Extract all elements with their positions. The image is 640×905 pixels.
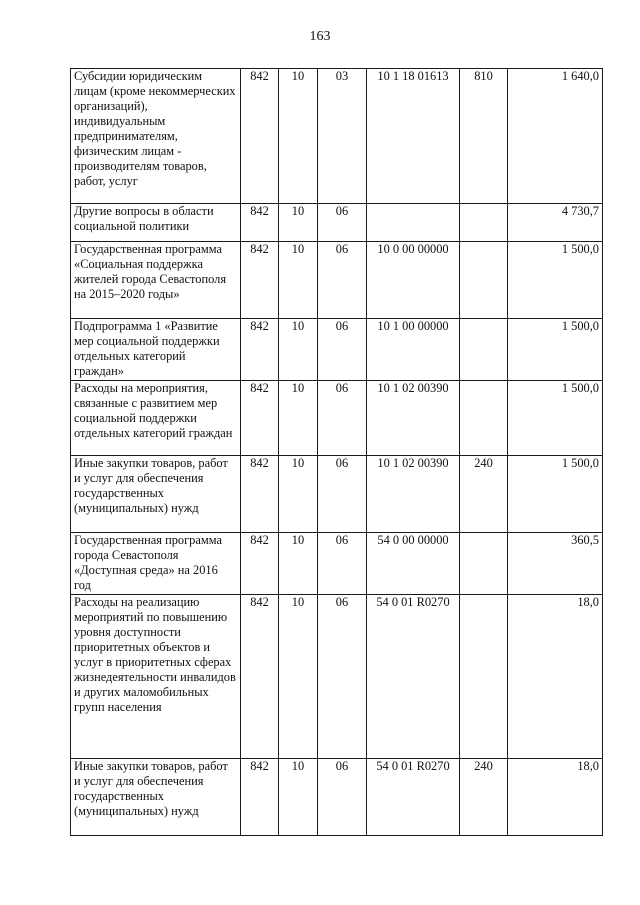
amount-cell: 1 500,0 [508,381,603,456]
expense-name-cell: Иные закупки товаров, работ и услуг для обеспечения государственных (муниципальных) нужд [71,759,241,836]
table-row [71,319,603,381]
section-code-cell: 10 [279,456,318,533]
table-row [71,595,603,759]
ministry-code-cell: 842 [241,595,279,759]
ministry-code-cell: 842 [241,533,279,595]
subsection-code-cell: 06 [318,595,367,759]
expense-name-cell: Государственная программа города Севастополя «Доступная среда» на 2016 год [71,533,241,595]
table-row [71,242,603,319]
section-code-cell: 10 [279,242,318,319]
section-code-cell: 10 [279,69,318,204]
subsection-code-cell: 06 [318,759,367,836]
target-article-cell: 10 1 18 01613 [367,69,460,204]
target-article-cell: 10 1 00 00000 [367,319,460,381]
subsection-code-cell: 06 [318,204,367,242]
expense-type-cell [460,533,508,595]
amount-cell: 360,5 [508,533,603,595]
expense-type-cell [460,381,508,456]
amount-cell: 1 500,0 [508,456,603,533]
section-code-cell: 10 [279,204,318,242]
target-article-cell: 10 1 02 00390 [367,381,460,456]
ministry-code-cell: 842 [241,381,279,456]
amount-cell: 18,0 [508,759,603,836]
expense-type-cell [460,204,508,242]
expense-type-cell [460,242,508,319]
expense-name-cell: Государственная программа «Социальная поддержка жителей города Севастополя на 2015–2020 годы» [71,242,241,319]
expense-name-cell: Расходы на реализацию мероприятий по повышению уровня доступности приоритетных объектов и услуг в приоритетных сферах жизнедеятельности инвалидов и других маломобильных групп населения [71,595,241,759]
expense-type-cell [460,595,508,759]
table-row [71,204,603,242]
amount-cell: 18,0 [508,595,603,759]
page-number: 163 [309,29,331,44]
section-code-cell: 10 [279,381,318,456]
amount-cell: 1 640,0 [508,69,603,204]
subsection-code-cell: 06 [318,456,367,533]
table-row [71,759,603,836]
expense-name-cell: Другие вопросы в области социальной политики [71,204,241,242]
expense-name-cell: Расходы на мероприятия, связанные с развитием мер социальной поддержки отдельных категорий граждан [71,381,241,456]
target-article-cell: 54 0 01 R0270 [367,595,460,759]
subsection-code-cell: 03 [318,69,367,204]
section-code-cell: 10 [279,533,318,595]
table-row [71,69,603,204]
ministry-code-cell: 842 [241,759,279,836]
ministry-code-cell: 842 [241,204,279,242]
table-row [71,533,603,595]
ministry-code-cell: 842 [241,242,279,319]
target-article-cell: 10 0 00 00000 [367,242,460,319]
expense-name-cell: Субсидии юридическим лицам (кроме некоммерческих организаций), индивидуальным предпринимателям, физическим лицам - производителям товаров, работ, услуг [71,69,241,204]
target-article-cell: 10 1 02 00390 [367,456,460,533]
expense-name-cell: Иные закупки товаров, работ и услуг для обеспечения государственных (муниципальных) нужд [71,456,241,533]
expense-type-cell [460,319,508,381]
amount-cell: 1 500,0 [508,319,603,381]
expense-type-cell: 240 [460,456,508,533]
ministry-code-cell: 842 [241,319,279,381]
subsection-code-cell: 06 [318,533,367,595]
amount-cell: 4 730,7 [508,204,603,242]
expense-type-cell: 240 [460,759,508,836]
target-article-cell: 54 0 01 R0270 [367,759,460,836]
section-code-cell: 10 [279,759,318,836]
target-article-cell [367,204,460,242]
subsection-code-cell: 06 [318,381,367,456]
subsection-code-cell: 06 [318,319,367,381]
amount-cell: 1 500,0 [508,242,603,319]
section-code-cell: 10 [279,595,318,759]
target-article-cell: 54 0 00 00000 [367,533,460,595]
expense-type-cell: 810 [460,69,508,204]
budget-table [70,68,603,836]
section-code-cell: 10 [279,319,318,381]
expense-name-cell: Подпрограмма 1 «Развитие мер социальной поддержки отдельных категорий граждан» [71,319,241,381]
ministry-code-cell: 842 [241,456,279,533]
table-row [71,381,603,456]
table-row [71,456,603,533]
subsection-code-cell: 06 [318,242,367,319]
ministry-code-cell: 842 [241,69,279,204]
